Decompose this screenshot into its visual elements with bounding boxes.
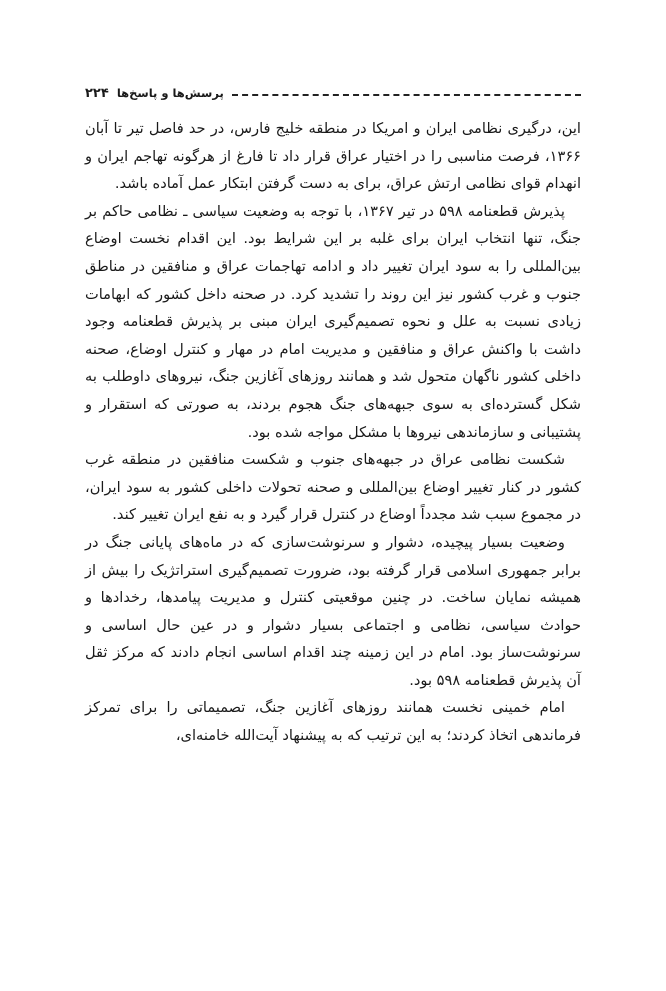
running-title: پرسش‌ها و پاسخ‌ها — [116, 86, 224, 100]
paragraph-2: پذیرش قطعنامه ۵۹۸ در تیر ۱۳۶۷، با توجه به وضعیت سیاسی ـ نظامی حاکم بر جنگ، تنها انتخاب ایران برای غلبه بر این شرایط بود. این اقدام نخست اوضاع بین‌المللی را به سود ایران تغییر داد و ادامه تهاجمات عراق و منافقین در مناطق جنوب و غرب کشور نیز این روند را تشدید کرد. در صحنه داخل کشور که ابهامات زیادی نسبت به علل و نحوه تصمیم‌گیری ایران مبنی بر پذیرش قطعنامه وجود داشت با واکنش عراق و منافقین و مدیریت امام در مهار و کنترل اوضاع، صحنه داخلی کشور ناگهان متحول شد و همانند روزهای آغازین جنگ، نیروهای داوطلب به شکل گسترده‌ای به سوی جبهه‌های جنگ هجوم بردند، به صورتی که استقرار و پشتیبانی و سازماندهی نیروها با مشکل مواجه شده بود. — [85, 202, 581, 441]
page-body — [85, 115, 581, 750]
page-number: ۲۲۴ — [85, 85, 109, 101]
paragraph-5: امام خمینی نخست همانند روزهای آغازین جنگ، تصمیماتی را برای تمرکز فرماندهی اتخاذ کردند؛ به این ترتیب که به پیشنهاد آیت‌الله خامنه‌ای، — [85, 699, 581, 745]
paragraph-1: این، درگیری نظامی ایران و امریکا در منطقه خلیج فارس، در حد فاصل تیر تا آبان ۱۳۶۶، فرصت مناسبی را در اختیار عراق قرار داد تا فارغ از هرگونه تهاجم ایران و انهدام قوای نظامی ارتش عراق، برای به دست گرفتن ابتکار عمل آماده باشد. — [85, 120, 581, 193]
paragraph-4: وضعیت بسیار پیچیده، دشوار و سرنوشت‌سازی که در ماه‌های پایانی جنگ در برابر جمهوری اسلامی قرار گرفته بود، ضرورت تصمیم‌گیری استراتژیک را بیش از همیشه نمایان ساخت. در چنین موقعیتی کنترل و مدیریت پیامدها، رخدادها و حوادث سیاسی، نظامی و اجتماعی بسیار دشوار و در عین حال اساسی و سرنوشت‌ساز بود. امام در این زمینه چند اقدام اساسی انجام دادند که مرکز ثقل آن پذیرش قطعنامه ۵۹۸ بود. — [85, 533, 581, 689]
header-dashed-rule — [232, 94, 581, 96]
paragraph-3: شکست نظامی عراق در جبهه‌های جنوب و شکست منافقین در منطقه غرب کشور در کنار تغییر اوضاع بین‌المللی و صحنه تحولات داخلی کشور به سود ایران، در مجموع سبب شد مجدداً اوضاع در کنترل قرار گیرد و به نفع ایران تغییر کند. — [85, 451, 581, 524]
page-header — [85, 82, 581, 104]
